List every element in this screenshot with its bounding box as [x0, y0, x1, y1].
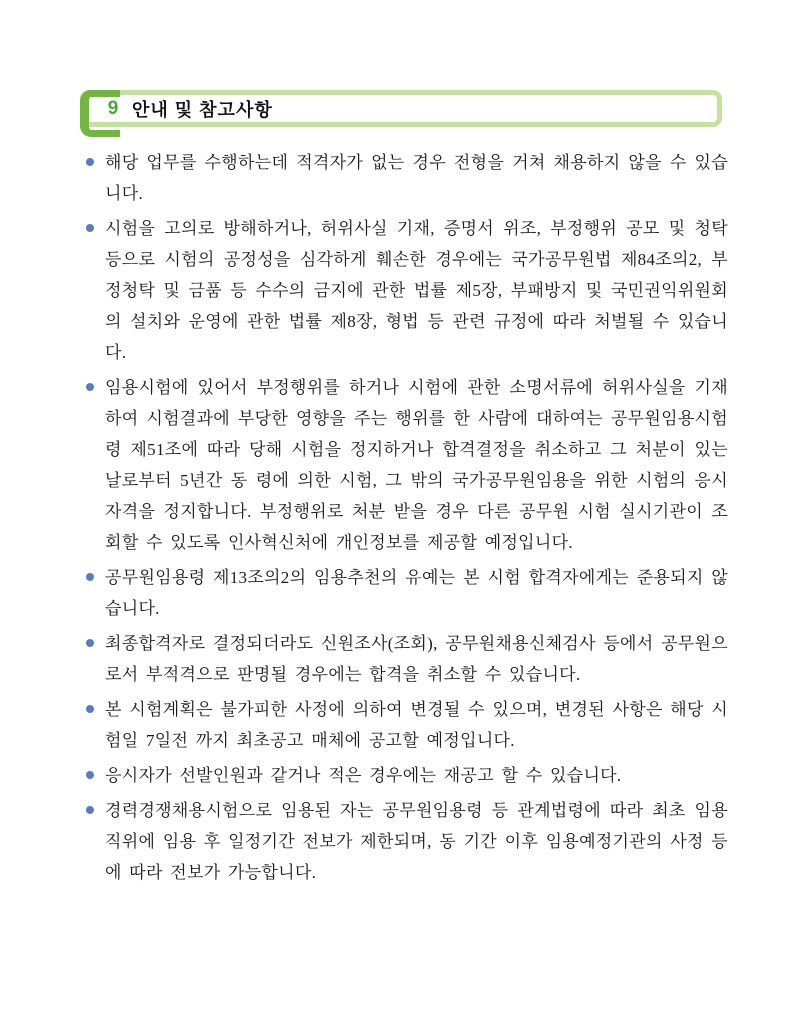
notice-item: [80, 795, 728, 888]
notice-text: 임용시험에 있어서 부정행위를 하거나 시험에 관한 소명서류에 허위사실을 기재하여 시험결과에 부당한 영향을 주는 행위를 한 사람에 대하여는 공무원임용시험령 제51조에 따라 당해 시험을 정지하거나 합격결정을 취소하고 그 처분이 있는 날로부터 5년간 동 령에 의한 시험, 그 밖의 국가공무원임용을 위한 시험의 응시 자격을 정지합니다. 부정행위로 처분 받을 경우 다른 공무원 시험 실시기관이 조회할 수 있도록 인사혁신처에 개인정보를 제공할 예정입니다.: [105, 378, 728, 552]
notice-text: 시험을 고의로 방해하거나, 허위사실 기재, 증명서 위조, 부정행위 공모 및 청탁 등으로 시험의 공정성을 심각하게 훼손한 경우에는 국가공무원법 제84조의2, 부정청탁 및 금품 등 수수의 금지에 관한 법률 제5장, 부패방지 및 국민권익위원회의 설치와 운영에 관한 법률 제8장, 형법 등 관련 규정에 따라 처벌될 수 있습니다.: [105, 219, 728, 362]
notice-text: 본 시험계획은 불가피한 사정에 의하여 변경될 수 있으며, 변경된 사항은 해당 시험일 7일전 까지 최초공고 매체에 공고할 예정입니다.: [105, 700, 728, 750]
notice-text: 응시자가 선발인원과 같거나 적은 경우에는 재공고 할 수 있습니다.: [105, 766, 622, 785]
section-number: 9: [107, 97, 119, 119]
notice-text: 해당 업무를 수행하는데 적격자가 없는 경우 전형을 거쳐 채용하지 않을 수 있습니다.: [105, 153, 728, 203]
bullet-icon: [86, 806, 94, 814]
section-header: [80, 90, 722, 127]
notice-item: [80, 372, 728, 558]
bullet-icon: [86, 639, 94, 647]
bullet-icon: [86, 705, 94, 713]
bullet-icon: [86, 771, 94, 779]
notice-item: [80, 628, 728, 690]
notice-item: [80, 213, 728, 368]
section-title: 안내 및 참고사항: [132, 99, 273, 120]
notice-item: [80, 562, 728, 624]
notice-text: 경력경쟁채용시험으로 임용된 자는 공무원임용령 등 관계법령에 따라 최초 임용 직위에 임용 후 일정기간 전보가 제한되며, 동 기간 이후 임용예정기관의 사정 등에 따라 전보가 가능합니다.: [105, 801, 728, 882]
notice-item: [80, 147, 728, 209]
bullet-icon: [86, 573, 94, 581]
bullet-icon: [86, 383, 94, 391]
notice-item: [80, 760, 728, 791]
bullet-icon: [86, 158, 94, 166]
notice-item: [80, 694, 728, 756]
bullet-icon: [86, 224, 94, 232]
notice-text: 최종합격자로 결정되더라도 신원조사(조회), 공무원채용신체검사 등에서 공무원으로서 부적격으로 판명될 경우에는 합격을 취소할 수 있습니다.: [105, 634, 728, 684]
notice-text: 공무원임용령 제13조의2의 임용추천의 유예는 본 시험 합격자에게는 준용되지 않습니다.: [105, 568, 728, 618]
notice-list: [80, 147, 728, 892]
